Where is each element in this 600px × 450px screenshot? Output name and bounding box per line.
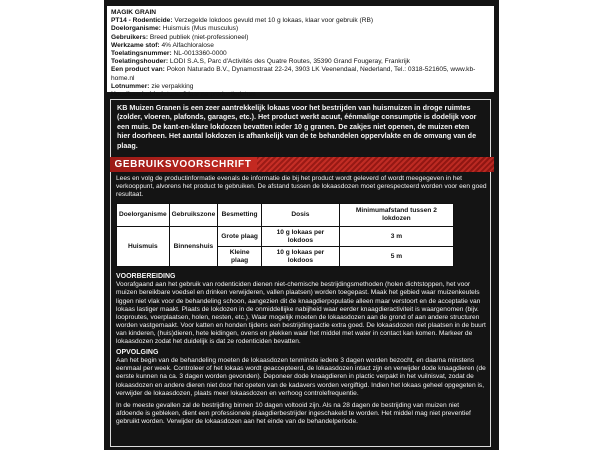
table-row [117, 227, 454, 247]
dosage-table [116, 203, 454, 267]
table-header: Gebruikszone [169, 204, 218, 227]
table-cell-distance: 5 m [339, 247, 453, 267]
info-row [111, 34, 490, 42]
info-row-value: 4% Alfachloralose [161, 41, 214, 49]
info-row-label: Toelatingsnummer: [111, 50, 172, 58]
info-row-value: Verzegelde lokdoos gevuld met 10 g lokaas, klaar voor gebruik (RB) [174, 17, 374, 25]
info-row-label: Gebruikers: [111, 33, 149, 41]
info-row-value: 2 jaar na productiedatum [182, 91, 256, 99]
instructions-section [110, 159, 491, 447]
table-header: Besmetting [218, 204, 262, 227]
info-row-label: Lotnummer: [111, 82, 150, 90]
table-cell-organism: Huismuis [117, 227, 170, 267]
info-row-value: Pokon Naturado B.V., Dynamostraat 22-24, 3903 LK Veenendaal, Nederland, Tel.: 0318-521605, www.kb-home.nl [111, 66, 476, 82]
table-header: Minimumafstand tussen 2 lokdozen [339, 204, 453, 227]
info-row [111, 25, 490, 33]
instructions-title: GEBRUIKSVOORSCHRIFT [114, 159, 252, 170]
table-cell-dose: 10 g lokaas per lokdoos [261, 247, 339, 267]
info-row [111, 58, 490, 66]
info-row-value: Breed publiek (niet-professioneel) [149, 33, 249, 41]
table-cell-zone: Binnenshuis [169, 227, 218, 267]
table-cell-distance: 3 m [339, 227, 453, 247]
table-header-row [117, 204, 454, 227]
table-cell-level: Grote plaag [218, 227, 262, 247]
banner-stripes [257, 157, 493, 172]
info-row-value: NL-0013360-0000 [173, 50, 227, 58]
info-row [111, 42, 490, 50]
intro-text-box [110, 99, 491, 161]
brand-name: MAGIK GRAIN [111, 9, 157, 16]
info-row-value: zie verpakking [151, 82, 194, 90]
table-cell-level: Kleine plaag [218, 247, 262, 267]
table-header: Doelorganisme [117, 204, 170, 227]
follow-up-text: Aan het begin van de behandeling moeten de lokaasdozen tenminste iedere 3 dagen worden bezocht, en daarna minstens eenmaal per week. Controleer of het lokaas wordt geaccepteerd, de lokaasdozen intact zijn en verwijder dode knaagdieren (de eerste kunnen na ca. 3 dagen worden gevonden). Deponeer dode knaagdieren in plactic verpakt in het vuilnisvat, zodat de lokaasdozen en andere dieren niet door het opeten van de kadavers worden vergiftigd. Indien het lokaas geheel opgegeten is, verwijder de lokaasdozen, plaats meer lokaasdozen en verhoog controlefrequentie. [116, 357, 486, 397]
closing-text: In de meeste gevallen zal de bestrijding binnen 10 dagen voltooid zijn. Als na 28 dagen de bestrijding van muizen niet afdoende is gebleken, dient een professionele plaagdierbestrijder ingeschakeld te worden. Het middel mag niet preventief gebruikt worden. Verwijder de lokaasdozen aan het einde van de behandelperiode. [116, 401, 471, 425]
table-header: Dosis [261, 204, 339, 227]
table-cell-dose: 10 g lokaas per lokdoos [261, 227, 339, 247]
info-row [111, 17, 490, 25]
info-row [111, 83, 490, 91]
info-row-label: Toelatingshouder: [111, 58, 169, 66]
intro-text: KB Muizen Granen is een zeer aantrekkelijk lokaas voor het bestrijden van huismuizen in droge ruimtes (zolder, vloeren, plafonds, garages, etc.). Het product werkt acuut, éénmalige consumptie is dodelijk voor een muis. De kant-en-klare lokdozen bevatten ieder 10 g granen. De zakjes niet openen, de muizen eten hier doorheen. Het aantal lokdozen is afhankelijk van de te behandelen oppervlakte en de omvang van de plaag. [117, 103, 477, 150]
info-row [111, 50, 490, 58]
info-row [111, 91, 490, 99]
info-row-label: Houdbaarheidsdatum: [111, 91, 181, 99]
info-row-label: Doelorganisme: [111, 25, 161, 33]
info-row [111, 66, 490, 82]
preparation-text: Voorafgaand aan het gebruik van rodenticiden dienen niet-chemische bestrijdingsmethoden (holen dichtstoppen, het voor muizen bereikbare voedsel en drinken verwijderen, vallen plaatsen) worden toegepast. Maak het gebied waar muizenkeutels liggen niet vlak voor de behandeling schoon, aangezien dit de knaagdierpopulatie alleen maar verstoort en de acceptatie van lokaas lastiger maakt. Plaats de lokdozen in de onmiddellijke nabijheid waar eerder knaagdieractiviteit is waargenomen (bijv. looproutes, voerplaatsen, holen, nesten, etc.). Waar mogelijk moeten de lokaasdozen aan de grond of aan andere structuren worden vastgemaakt. Voor katten en honden tijdens een bestrijdingsactie extra goed. De lokaasdozen niet plaatsen in de buurt van kinderen, (huis)dieren, hete leidingen, ovens en plekken waar het middel met water in contact kan komen. Markeer de lokaasdozen zodat het duidelijk is dat ze rodenticiden bevatten. [116, 281, 486, 346]
instructions-banner [110, 157, 494, 172]
product-info-box [107, 6, 494, 99]
info-row-label: PT14 - Rodenticide: [111, 17, 173, 25]
info-row-value: LODI S.A.S, Parc d'Activités des Quatre Routes, 35390 Grand Fougeray, Frankrijk [169, 58, 410, 66]
follow-up-heading: OPVOLGING [116, 349, 159, 357]
info-row-label: Werkzame stof: [111, 41, 160, 49]
info-row-value: Huismuis (Mus musculus) [162, 25, 239, 33]
instructions-lead: Lees en volg de productinformatie evenals de informatie die bij het product wordt geleverd of wordt meegegeven in het verkooppunt, alvorens het product te gebruiken. De afstand tussen de lokaasdozen moet gerespecteerd worden voor een goed resultaat. [116, 175, 487, 199]
preparation-heading: VOORBEREIDING [116, 273, 176, 281]
instructions-body [116, 175, 487, 426]
info-row-label: Een product van: [111, 66, 165, 74]
